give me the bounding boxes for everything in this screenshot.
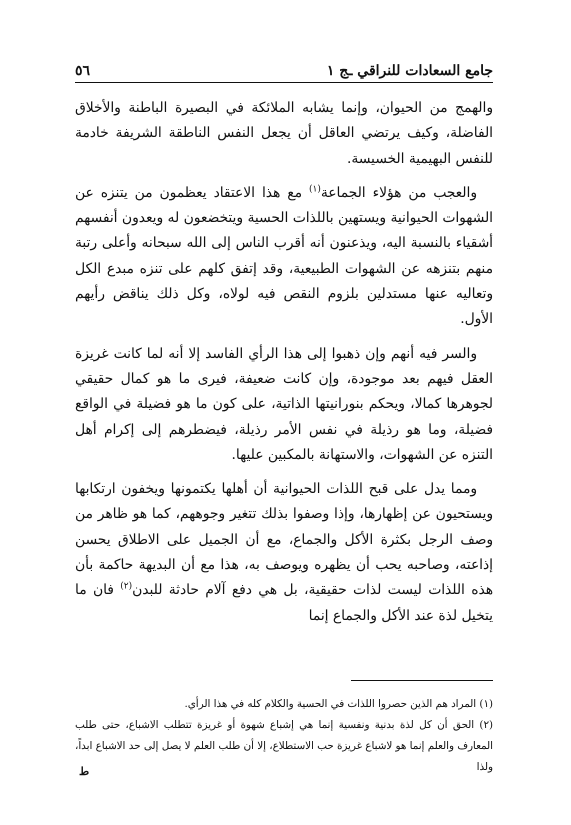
footnote-mark-1: (١) xyxy=(309,184,321,195)
footnote-2: (٢) الحق أن كل لذة بدنية ونفسية إنما هي إشباع شهوة أو غريزة تتطلب الاشباع، حتى طلب المعارف والعلم إنما هو لاشباع غريزة حب الاستطلاع، إلا أن طلب العلم لا يصل إلى حد الاشباع ابداً، ولذا xyxy=(75,719,493,773)
footnote-separator xyxy=(351,680,493,681)
footnote-mark-2: (٢) xyxy=(120,581,133,592)
paragraph-1: والهمج من الحيوان، وإنما يشابه الملائكة في البصيرة الباطنة والأخلاق الفاضلة، وكيف يرتضي العاقل أن يجعل النفس الناطقة الشريفة خادمة للنفس البهيمية الخسيسة. xyxy=(75,100,493,167)
catchword: ط xyxy=(79,765,90,778)
running-header xyxy=(75,58,493,83)
paragraph-2 xyxy=(75,181,493,333)
footnotes xyxy=(75,694,493,778)
page-number: ٥٦ xyxy=(75,63,91,79)
paragraph-2-start: والعجب من هؤلاء الجماعة xyxy=(320,184,477,201)
paragraph-4-rest: فان ما يتخيل لذة عند الأكل والجماع إنما xyxy=(75,582,493,624)
paragraph-4-start: ومما يدل على قبح اللذات الحيوانية أن أهلها يكتمونها ويخفون ارتكابها ويستحيون عن إظهارها، وإذا وصفوا بذلك تتغير وجوههم، كما هو ظاهر من وصف الرجل بكثرة الأكل والجماع، مع أن الجميل على الاطلاق يحسن إذاعته، وصاحبه يحب أن يظهره ويوصف به، هذا مع أن البديهة حاكمة بأن هذه اللذات ليست لذات حقيقية، بل هي دفع آلام حادثة للبدن xyxy=(75,481,493,599)
paragraph-3: والسر فيه أنهم وإن ذهبوا إلى هذا الرأي الفاسد إلا أنه لما كانت غريزة العقل فيهم بعد موجودة، وإن كانت ضعيفة، فيرى ما هو كمال حقيقي لجوهرها كمالا، ويحكم بنورانيتها الذاتية، على كون ما هو فضيلة في الواقع فضيلة، وما هو رذيلة في نفس الأمر رذيلة، فيضطرهم إلى إكرام أهل التنزه عن الشهوات، والاستهانة بالمكبين عليها. xyxy=(75,345,493,463)
main-text xyxy=(75,96,493,638)
book-title: جامع السعادات للنراقي ـج ١ xyxy=(326,63,493,79)
paragraph-2-rest: مع هذا الاعتقاد يعظمون من يتنزه عن الشهوات الحيوانية ويستهين باللذات الحسية ويتخضعون له ويعدون أنفسهم أشقياء بالنسبة اليه، ويذعنون أنه أقرب الناس إلى الله سبحانه وأعلى رتبة منهم بتنزهه عن الشهوات الطبيعية، وقد إتفق كلهم على تنزه مبدع الكل وتعاليه عنها مستدلين بلزوم النقص فيه لولاه، وكل ذلك يناقض رأيهم الأول. xyxy=(75,184,493,328)
paragraph-4 xyxy=(75,477,493,629)
footnote-1: (١) المراد هم الذين حصروا اللذات في الحسية والكلام كله في هذا الرأي. xyxy=(184,698,493,710)
